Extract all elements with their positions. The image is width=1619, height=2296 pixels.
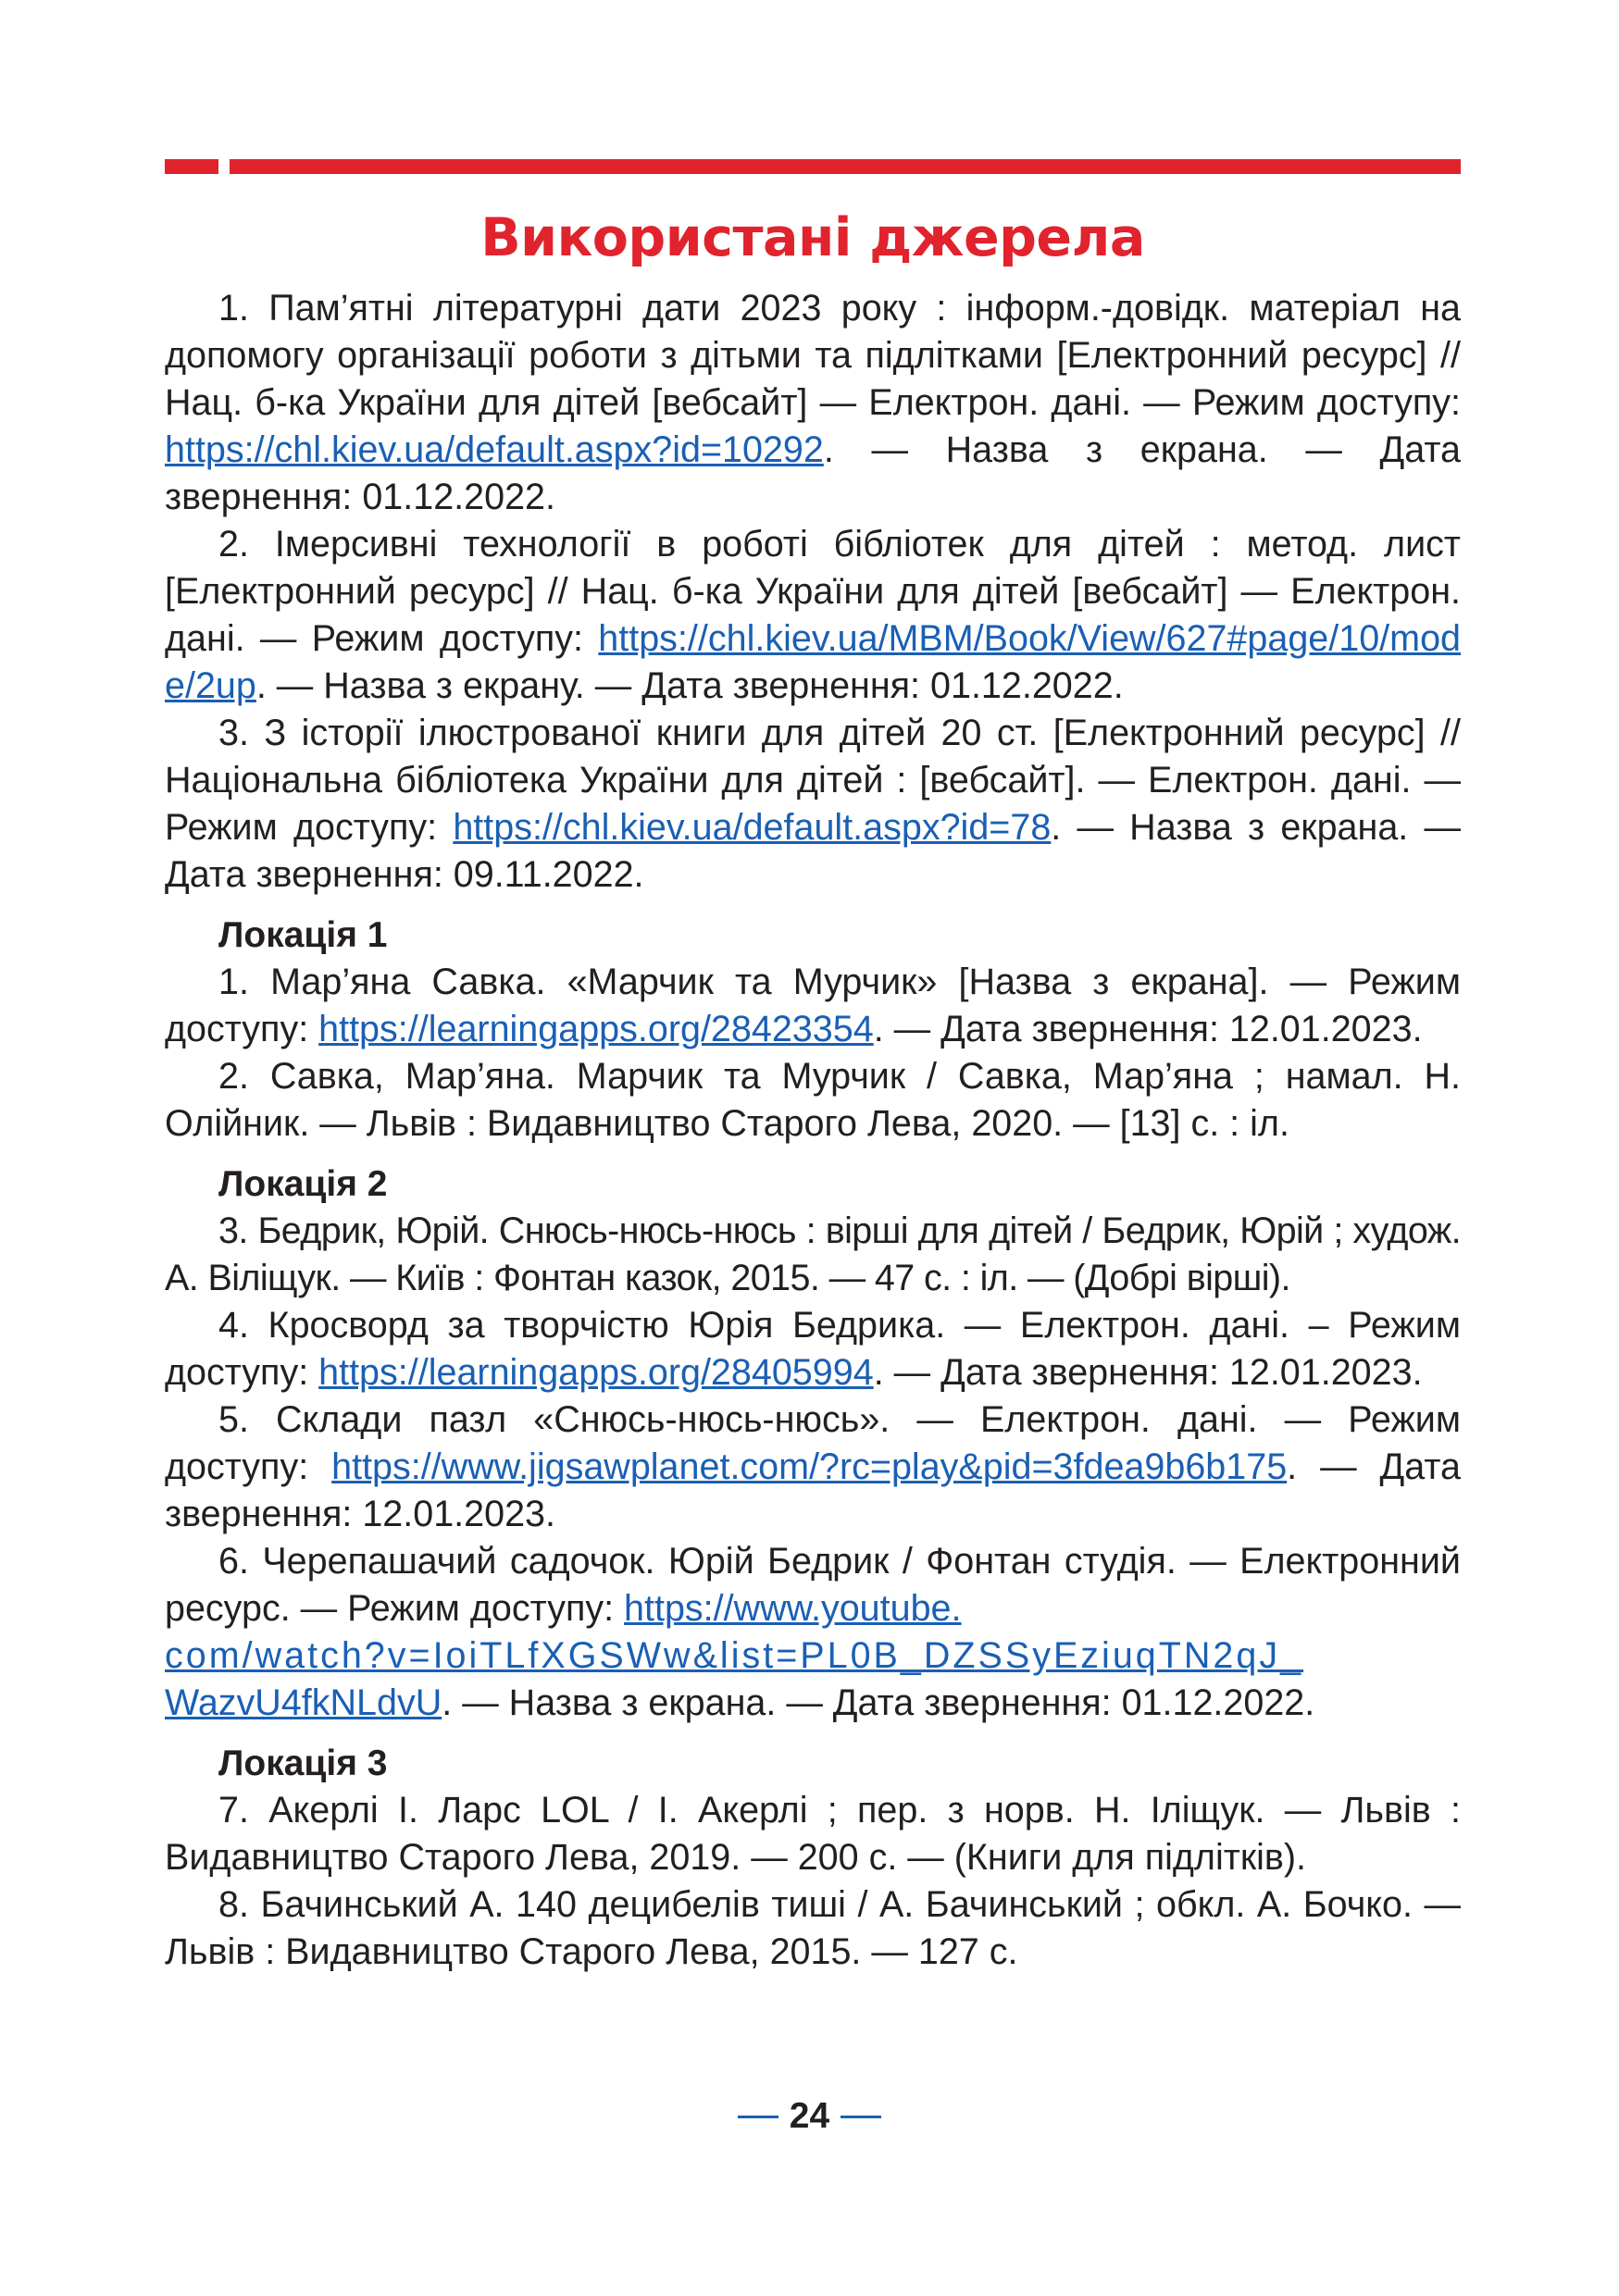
reference-link-part-2[interactable]: com/watch?v=IoiTLfXGSWw&list=PL0B_DZSSyEziuqTN2qJ_ bbox=[165, 1635, 1304, 1676]
reference-item: 7. Акерлі І. Ларс LOL / І. Акерлі ; пер. з норв. Н. Іліщук. — Львів : Видавництво Старого Лева, 2019. — 200 с. — (Книги для підлітків). bbox=[165, 1790, 1461, 1878]
reference-item: 8. Бачинський А. 140 децибелів тиші / А. Бачинський ; обкл. А. Бочко. — Львів : Видавництво Старого Лева, 2015. — 127 с. bbox=[165, 1884, 1461, 1972]
reference-item: 5. Склади пазл «Снюсь-нюсь-нюсь». — Електрон. дані. — Режим доступу: https://www.jigsawplanet.com/?rc=play&pid=3fdea9b6b175. — Дата звернення: 12.01.2023. bbox=[165, 1399, 1462, 1534]
section-heading-location-1: Локація 1 bbox=[218, 915, 388, 955]
header-accent-bar-long bbox=[230, 159, 1461, 174]
references-list bbox=[165, 285, 1461, 1976]
reference-item: 2. Імерсивні технології в роботі бібліотек для дітей : метод. лист [Електронний ресурс] // Нац. б-ка України для дітей [вебсайт] — Електрон. дані. — Режим доступу: https://chl.kiev.ua/MBM/Book/View/627#page/10/mode/2up. — Назва з екрану. — Дата звернення: 01.12.2022. bbox=[165, 524, 1461, 706]
reference-item: 1. Пам’ятні літературні дати 2023 року : інформ.-довідк. матеріал на допомогу організації роботи з дітьми та підлітками [Електронний ресурс] // Нац. б-ка України для дітей [вебсайт] — Електрон. дані. — Режим доступу: https://chl.kiev.ua/default.aspx?id=10292. — Назва з екрана. — Дата звернення: 01.12.2022. bbox=[165, 288, 1461, 517]
reference-link-part-1[interactable]: https://www.youtube. bbox=[624, 1588, 962, 1629]
section-heading-location-2: Локація 2 bbox=[218, 1164, 388, 1204]
page-footer bbox=[0, 2093, 1619, 2140]
reference-link[interactable]: https://learningapps.org/28423354 bbox=[318, 1009, 874, 1049]
footer-dash-left bbox=[738, 2116, 778, 2118]
header-accent-bar-short bbox=[165, 159, 218, 174]
page-title: Використані джерела bbox=[480, 207, 1145, 268]
reference-link[interactable]: https://chl.kiev.ua/default.aspx?id=10292 bbox=[165, 429, 824, 470]
reference-link[interactable]: https://www.jigsawplanet.com/?rc=play&pid=3fdea9b6b175 bbox=[331, 1446, 1288, 1487]
reference-link[interactable]: https://learningapps.org/28405994 bbox=[318, 1352, 874, 1393]
reference-item: 3. З історії ілюстрованої книги для дітей 20 ст. [Електронний ресурс] // Національна бібліотека України для дітей : [вебсайт]. — Електрон. дані. — Режим доступу: https://chl.kiev.ua/default.aspx?id=78. — Назва з екрана. — Дата звернення: 09.11.2022. bbox=[165, 713, 1461, 895]
reference-link-part-3[interactable]: WazvU4fkNLdvU bbox=[165, 1682, 442, 1723]
reference-item: 3. Бедрик, Юрій. Снюсь-нюсь-нюсь : вірші для дітей / Бедрик, Юрій ; худож. А. Віліщук. — Київ : Фонтан казок, 2015. — 47 с. : іл. — (Добрі вірші). bbox=[165, 1210, 1461, 1298]
reference-item: 6. Черепашачий садочок. Юрій Бедрик / Фонтан студія. — Електронний ресурс. — Режим доступу: https://www.youtube. com/watch?v=IoiTLfXGSWw&list=PL0B_DZSSyEziuqTN2qJ_ WazvU4fkNLdvU. — Назва з екрана. — Дата звернення: 01.12.2022. bbox=[165, 1541, 1461, 1723]
reference-item: 1. Мар’яна Савка. «Марчик та Мурчик» [Назва з екрана]. — Режим доступу: https://learningapps.org/28423354. — Дата звернення: 12.01.2023. bbox=[165, 962, 1461, 1049]
reference-link[interactable]: https://chl.kiev.ua/default.aspx?id=78 bbox=[453, 807, 1052, 848]
page-number: 24 bbox=[789, 2096, 830, 2136]
reference-link[interactable]: https://chl.kiev.ua/MBM/Book/View/627#page/10/mode/2up bbox=[165, 618, 1461, 706]
section-heading-location-3: Локація 3 bbox=[218, 1744, 388, 1783]
reference-item: 4. Кросворд за творчістю Юрія Бедрика. — Електрон. дані. – Режим доступу: https://learningapps.org/28405994. — Дата звернення: 12.01.2023. bbox=[165, 1305, 1461, 1393]
reference-item: 2. Савка, Мар’яна. Марчик та Мурчик / Савка, Мар’яна ; намал. Н. Олійник. — Львів : Видавництво Старого Лева, 2020. — [13] с. : іл. bbox=[165, 1056, 1461, 1144]
footer-dash-right bbox=[841, 2116, 881, 2118]
